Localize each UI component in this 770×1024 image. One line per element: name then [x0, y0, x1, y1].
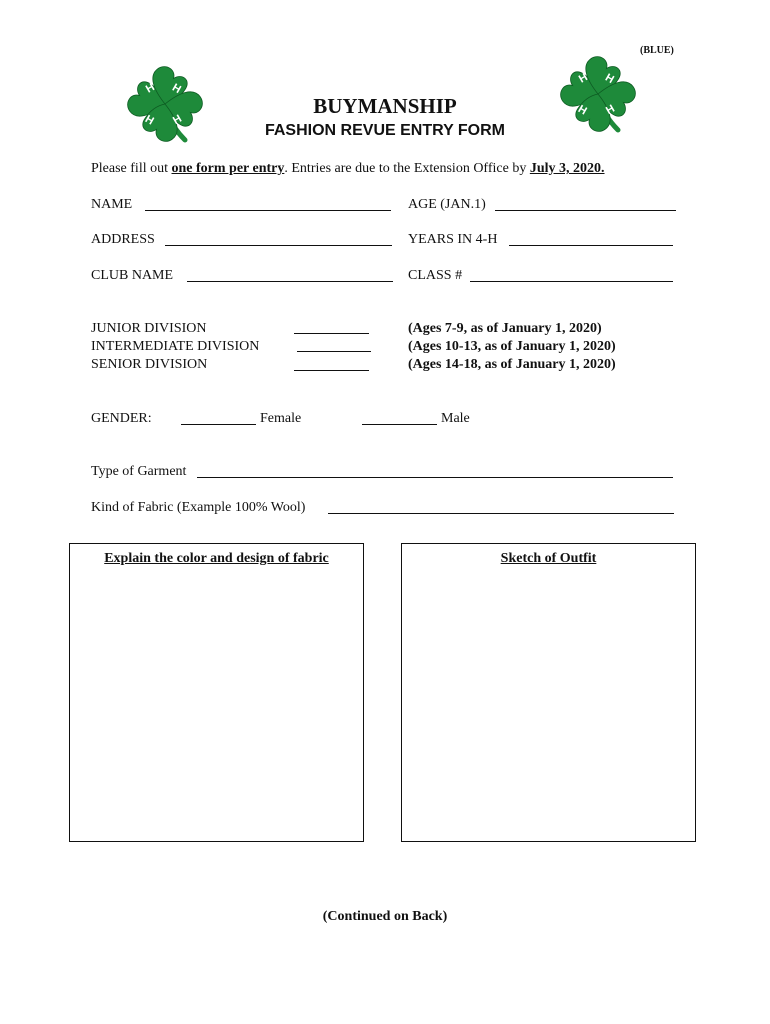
gender-male-field[interactable] [362, 424, 437, 425]
gender-male-label: Male [441, 411, 470, 426]
garment-type-label: Type of Garment [91, 464, 187, 479]
address-field[interactable] [165, 245, 392, 246]
division-junior-ages: (Ages 7-9, as of January 1, 2020) [408, 321, 602, 336]
instructions-due-date: July 3, 2020. [529, 161, 605, 176]
name-label: NAME [91, 197, 133, 212]
division-intermediate-label: INTERMEDIATE DIVISION [91, 339, 260, 354]
division-senior-ages: (Ages 14-18, as of January 1, 2020) [408, 357, 616, 372]
color-tag: (BLUE) [640, 45, 674, 56]
age-field[interactable] [495, 210, 676, 211]
instructions [91, 160, 605, 177]
division-junior-label: JUNIOR DIVISION [91, 321, 207, 336]
class-label: CLASS # [408, 268, 463, 283]
club-field[interactable] [187, 281, 393, 282]
club-label: CLUB NAME [91, 268, 174, 283]
class-field[interactable] [470, 281, 673, 282]
division-senior-label: SENIOR DIVISION [91, 357, 208, 372]
garment-type-field[interactable] [197, 477, 673, 478]
name-field[interactable] [145, 210, 391, 211]
continued-note: (Continued on Back) [322, 909, 448, 924]
gender-female-label: Female [260, 411, 302, 426]
division-junior-field[interactable] [294, 333, 369, 334]
fabric-kind-field[interactable] [328, 513, 674, 514]
address-label: ADDRESS [91, 232, 155, 247]
sketch-outfit-box[interactable] [401, 543, 696, 842]
sketch-outfit-title: Sketch of Outfit [500, 551, 597, 566]
age-label: AGE (JAN.1) [408, 197, 486, 212]
instructions-middle: . Entries are due to the Extension Office by [284, 161, 530, 176]
page-title: BUYMANSHIP [313, 94, 457, 118]
years-label: YEARS IN 4-H [408, 232, 498, 247]
explain-fabric-title: Explain the color and design of fabric [104, 551, 329, 566]
instructions-prefix: Please fill out [91, 161, 172, 176]
gender-female-field[interactable] [181, 424, 256, 425]
division-senior-field[interactable] [294, 370, 369, 371]
page-subtitle: FASHION REVUE ENTRY FORM [264, 122, 506, 139]
fabric-kind-label: Kind of Fabric (Example 100% Wool) [91, 500, 306, 515]
division-intermediate-ages: (Ages 10-13, as of January 1, 2020) [408, 339, 616, 354]
division-intermediate-field[interactable] [297, 351, 371, 352]
gender-label: GENDER: [91, 411, 152, 426]
instructions-emphasis: one form per entry [171, 161, 285, 176]
explain-fabric-box[interactable] [69, 543, 364, 842]
years-field[interactable] [509, 245, 673, 246]
